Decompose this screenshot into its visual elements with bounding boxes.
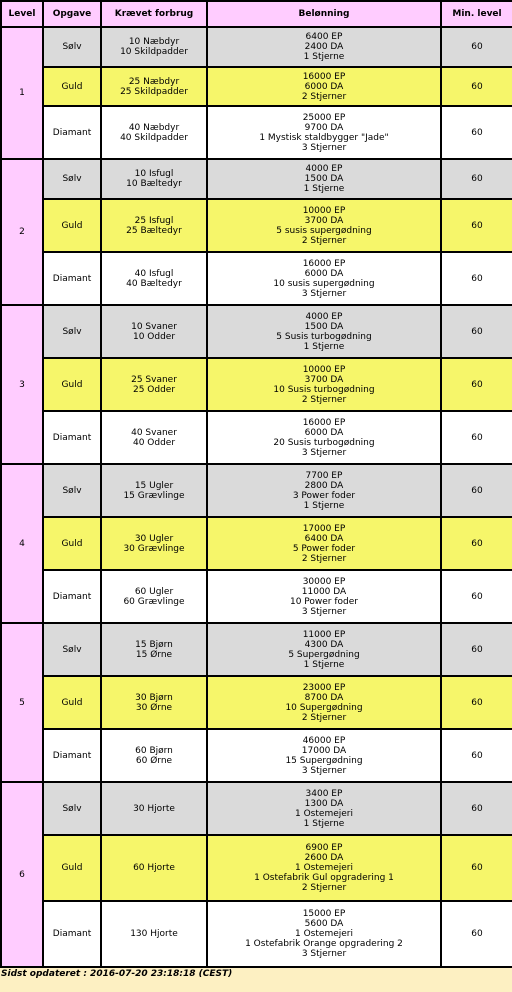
- reward-line: 7700 EP: [305, 470, 343, 481]
- reward-line: 1 Stjerne: [303, 818, 345, 829]
- reward-cell: [207, 782, 441, 835]
- table-row: [1, 517, 512, 570]
- reward-line: 16000 EP: [302, 71, 346, 82]
- required-line: 40 Isfugl: [134, 268, 174, 279]
- reward-line: 15000 EP: [302, 909, 346, 919]
- reward-line: 3700 DA: [304, 374, 344, 385]
- table-row: [1, 159, 512, 199]
- min-level-cell: 60: [441, 901, 512, 967]
- required-cell: [101, 411, 207, 464]
- min-level-cell: 60: [441, 676, 512, 729]
- reward-cell: [207, 464, 441, 517]
- header-min-level: Min. level: [441, 1, 512, 27]
- required-line: 60 Hjorte: [133, 863, 175, 873]
- reward-line: 25000 EP: [302, 112, 346, 123]
- required-line: 25 Odder: [132, 384, 176, 395]
- reward-line: 3 Stjerner: [301, 288, 347, 299]
- reward-line: 30000 EP: [302, 576, 346, 587]
- task-cell: Sølv: [43, 27, 101, 67]
- reward-cell: [207, 835, 441, 901]
- reward-line: 9700 DA: [304, 122, 344, 133]
- level-cell: 3: [1, 305, 43, 464]
- table-row: [1, 729, 512, 782]
- reward-line: 10 Supergødning: [285, 702, 363, 713]
- header-row: [1, 1, 512, 27]
- required-line: 15 Grævlinge: [123, 490, 185, 501]
- header-level: Level: [1, 1, 43, 27]
- reward-line: 16000 EP: [302, 417, 346, 428]
- required-line: 60 Bjørn: [135, 745, 173, 756]
- task-cell: Guld: [43, 835, 101, 901]
- reward-cell: [207, 305, 441, 358]
- min-level-cell: 60: [441, 27, 512, 67]
- table-row: [1, 676, 512, 729]
- required-line: 30 Hjorte: [133, 803, 175, 814]
- reward-line: 10 Power foder: [289, 596, 358, 607]
- required-line: 25 Isfugl: [134, 215, 174, 226]
- reward-cell: [207, 623, 441, 676]
- required-line: 10 Svaner: [131, 321, 177, 332]
- table-row: [1, 199, 512, 252]
- reward-line: 5 Susis turbogødning: [276, 331, 372, 342]
- required-line: 40 Bæltedyr: [126, 278, 182, 289]
- reward-line: 4300 DA: [304, 639, 344, 650]
- reward-line: 6000 DA: [304, 81, 344, 92]
- table-row: [1, 252, 512, 305]
- reward-cell: [207, 106, 441, 159]
- reward-line: 4000 EP: [305, 164, 343, 174]
- required-line: 60 Grævlinge: [123, 596, 185, 607]
- required-line: 40 Svaner: [131, 427, 177, 438]
- reward-line: 10 susis supergødning: [273, 278, 375, 289]
- reward-line: 10000 EP: [302, 205, 346, 216]
- reward-cell: [207, 901, 441, 967]
- reward-line: 1 Ostefabrik Orange opgradering 2: [245, 939, 403, 949]
- table-row: [1, 782, 512, 835]
- task-cell: Sølv: [43, 305, 101, 358]
- min-level-cell: 60: [441, 199, 512, 252]
- required-line: 25 Svaner: [131, 374, 177, 385]
- reward-line: 1300 DA: [304, 798, 344, 809]
- reward-line: 6000 DA: [304, 427, 344, 438]
- reward-line: 2800 DA: [304, 480, 344, 491]
- table-row: [1, 901, 512, 967]
- required-cell: [101, 199, 207, 252]
- task-cell: Diamant: [43, 252, 101, 305]
- reward-line: 5600 DA: [304, 919, 344, 929]
- min-level-cell: 60: [441, 67, 512, 106]
- task-cell: Guld: [43, 67, 101, 106]
- required-cell: [101, 901, 207, 967]
- required-cell: [101, 782, 207, 835]
- reward-line: 3 Stjerner: [301, 142, 347, 153]
- reward-cell: [207, 199, 441, 252]
- task-cell: Sølv: [43, 782, 101, 835]
- required-line: 25 Bæltedyr: [126, 225, 182, 236]
- task-cell: Sølv: [43, 159, 101, 199]
- reward-line: 15 Supergødning: [285, 755, 363, 766]
- min-level-cell: 60: [441, 570, 512, 623]
- header-reward: Belønning: [207, 1, 441, 27]
- reward-cell: [207, 358, 441, 411]
- required-line: 10 Skildpadder: [120, 47, 188, 57]
- task-cell: Diamant: [43, 411, 101, 464]
- reward-line: 1 Stjerne: [303, 52, 345, 62]
- reward-cell: [207, 27, 441, 67]
- reward-cell: [207, 252, 441, 305]
- required-line: 15 Ørne: [135, 649, 173, 660]
- required-line: 30 Bjørn: [135, 692, 173, 703]
- reward-line: 3 Stjerner: [301, 949, 347, 959]
- reward-line: 5 Power foder: [292, 543, 356, 554]
- reward-line: 2 Stjerner: [301, 394, 347, 405]
- min-level-cell: 60: [441, 411, 512, 464]
- required-line: 15 Ugler: [134, 480, 174, 491]
- reward-line: 1 Stjerne: [303, 341, 345, 352]
- required-line: 60 Ørne: [135, 755, 173, 766]
- level-cell: 1: [1, 27, 43, 159]
- table-row: [1, 67, 512, 106]
- reward-line: 3400 EP: [305, 788, 343, 799]
- required-line: 30 Ugler: [134, 533, 174, 544]
- min-level-cell: 60: [441, 159, 512, 199]
- reward-line: 6400 DA: [304, 533, 344, 544]
- level-cell: 4: [1, 464, 43, 623]
- reward-line: 3 Power foder: [292, 490, 356, 501]
- reward-line: 3700 DA: [304, 215, 344, 226]
- required-cell: [101, 676, 207, 729]
- reward-line: 2 Stjerner: [301, 883, 347, 893]
- table-body: [1, 27, 512, 967]
- reward-line: 1500 DA: [304, 174, 344, 184]
- reward-line: 3 Stjerner: [301, 447, 347, 458]
- min-level-cell: 60: [441, 729, 512, 782]
- required-line: 40 Skildpadder: [120, 132, 188, 143]
- level-cell: 2: [1, 159, 43, 305]
- table-row: [1, 411, 512, 464]
- reward-line: 3 Stjerner: [301, 606, 347, 617]
- reward-line: 46000 EP: [302, 735, 346, 746]
- reward-line: 1 Ostemejeri: [295, 863, 353, 873]
- min-level-cell: 60: [441, 782, 512, 835]
- reward-line: 2 Stjerner: [301, 91, 347, 102]
- reward-line: 1 Stjerne: [303, 500, 345, 511]
- reward-line: 11000 EP: [302, 629, 346, 640]
- header-task: Opgave: [43, 1, 101, 27]
- reward-cell: [207, 570, 441, 623]
- reward-line: 6900 EP: [305, 843, 343, 853]
- task-cell: Sølv: [43, 623, 101, 676]
- reward-line: 5 Supergødning: [288, 649, 360, 660]
- required-line: 30 Ørne: [135, 702, 173, 713]
- min-level-cell: 60: [441, 835, 512, 901]
- task-cell: Guld: [43, 517, 101, 570]
- reward-line: 2 Stjerner: [301, 553, 347, 564]
- reward-line: 4000 EP: [305, 311, 343, 322]
- required-cell: [101, 305, 207, 358]
- reward-line: 1 Stjerne: [303, 184, 345, 194]
- min-level-cell: 60: [441, 464, 512, 517]
- reward-line: 6400 EP: [305, 32, 343, 42]
- level-cell: 6: [1, 782, 43, 967]
- required-line: 40 Næbdyr: [128, 122, 180, 133]
- table-row: [1, 305, 512, 358]
- reward-line: 10000 EP: [302, 364, 346, 375]
- required-cell: [101, 27, 207, 67]
- reward-line: 20 Susis turbogødning: [273, 437, 375, 448]
- required-cell: [101, 729, 207, 782]
- task-cell: Guld: [43, 358, 101, 411]
- min-level-cell: 60: [441, 252, 512, 305]
- required-line: 10 Bæltedyr: [126, 179, 182, 189]
- required-cell: [101, 252, 207, 305]
- reward-cell: [207, 67, 441, 106]
- header-required: Krævet forbrug: [101, 1, 207, 27]
- required-cell: [101, 358, 207, 411]
- table-row: [1, 27, 512, 67]
- reward-line: 3 Stjerner: [301, 765, 347, 776]
- reward-line: 1 Ostemejeri: [295, 929, 353, 939]
- reward-line: 1 Mystisk staldbygger "Jade": [259, 132, 389, 143]
- required-line: 10 Næbdyr: [128, 37, 180, 47]
- required-cell: [101, 623, 207, 676]
- table-row: [1, 835, 512, 901]
- reward-line: 2 Stjerner: [301, 712, 347, 723]
- reward-line: 17000 EP: [302, 523, 346, 534]
- reward-line: 16000 EP: [302, 258, 346, 269]
- required-cell: [101, 67, 207, 106]
- table-row: [1, 464, 512, 517]
- required-cell: [101, 835, 207, 901]
- required-cell: [101, 570, 207, 623]
- reward-line: 1 Stjerne: [303, 659, 345, 670]
- reward-line: 2400 DA: [304, 42, 344, 52]
- task-cell: Guld: [43, 676, 101, 729]
- table-row: [1, 358, 512, 411]
- reward-cell: [207, 159, 441, 199]
- required-cell: [101, 464, 207, 517]
- reward-cell: [207, 517, 441, 570]
- reward-line: 17000 DA: [301, 745, 347, 756]
- min-level-cell: 60: [441, 517, 512, 570]
- reward-line: 10 Susis turbogødning: [273, 384, 375, 395]
- required-line: 25 Næbdyr: [128, 76, 180, 87]
- reward-line: 2600 DA: [304, 853, 344, 863]
- required-line: 10 Isfugl: [134, 169, 174, 179]
- required-line: 25 Skildpadder: [120, 86, 188, 97]
- reward-line: 1 Ostefabrik Gul opgradering 1: [254, 873, 394, 883]
- reward-cell: [207, 411, 441, 464]
- task-cell: Guld: [43, 199, 101, 252]
- reward-line: 2 Stjerner: [301, 235, 347, 246]
- required-line: 10 Odder: [132, 331, 176, 342]
- reward-line: 11000 DA: [301, 586, 347, 597]
- required-line: 30 Grævlinge: [123, 543, 185, 554]
- last-updated: Sidst opdateret : 2016-07-20 23:18:18 (CEST): [1, 969, 233, 979]
- reward-line: 5 susis supergødning: [276, 225, 372, 236]
- min-level-cell: 60: [441, 305, 512, 358]
- required-line: 60 Ugler: [134, 586, 174, 597]
- reward-line: 8700 DA: [304, 692, 344, 703]
- task-cell: Diamant: [43, 729, 101, 782]
- reward-cell: [207, 729, 441, 782]
- reward-line: 23000 EP: [302, 682, 346, 693]
- reward-line: 6000 DA: [304, 268, 344, 279]
- reward-line: 1 Ostemejeri: [295, 808, 353, 819]
- task-cell: Diamant: [43, 901, 101, 967]
- reward-line: 1500 DA: [304, 321, 344, 332]
- table-row: [1, 623, 512, 676]
- table-row: [1, 570, 512, 623]
- required-line: 130 Hjorte: [130, 929, 178, 939]
- table-row: [1, 106, 512, 159]
- required-line: 40 Odder: [132, 437, 176, 448]
- required-line: 15 Bjørn: [135, 639, 173, 650]
- required-cell: [101, 159, 207, 199]
- task-cell: Sølv: [43, 464, 101, 517]
- min-level-cell: 60: [441, 358, 512, 411]
- level-cell: 5: [1, 623, 43, 782]
- required-cell: [101, 106, 207, 159]
- min-level-cell: 60: [441, 106, 512, 159]
- required-cell: [101, 517, 207, 570]
- task-cell: Diamant: [43, 570, 101, 623]
- reward-cell: [207, 676, 441, 729]
- task-cell: Diamant: [43, 106, 101, 159]
- min-level-cell: 60: [441, 623, 512, 676]
